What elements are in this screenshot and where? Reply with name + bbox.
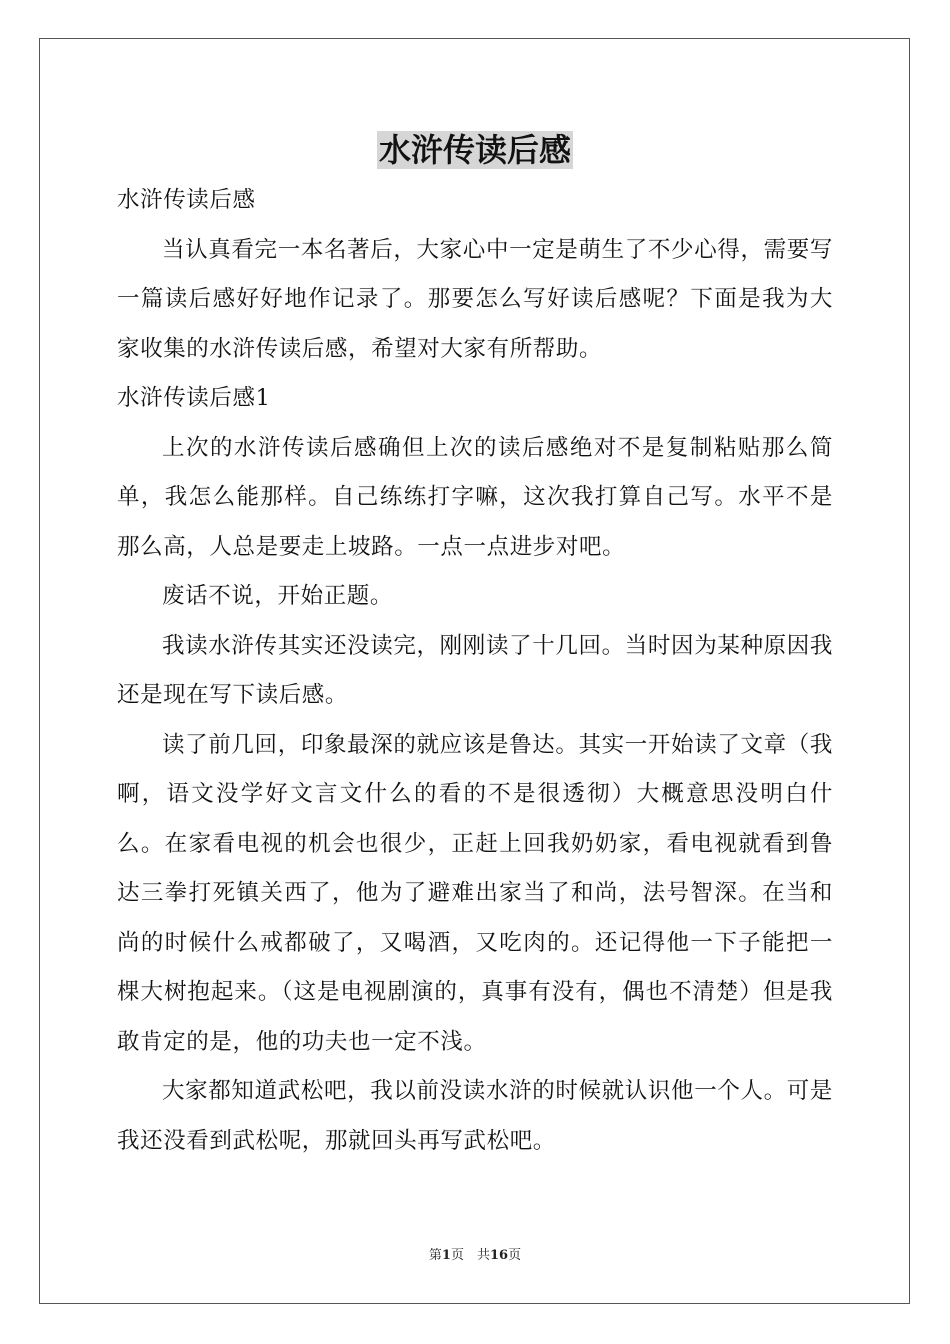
- body-paragraph: 读了前几回，印象最深的就应该是鲁达。其实一开始读了文章（我啊，语文没学好文言文什么的看的不是很透彻）大概意思没明白什么。在家看电视的机会也很少，正赶上回我奶奶家，看电视就看到鲁达三拳打死镇关西了，他为了避难出家当了和尚，法号智深。在当和尚的时候什么戒都破了，又喝酒，又吃肉的。还记得他一下子能把一棵大树抱起来。（这是电视剧演的，真事有没有，偶也不清楚）但是我敢肯定的是，他的功夫也一定不浅。: [117, 731, 833, 1055]
- body-paragraph: 当认真看完一本名著后，大家心中一定是萌生了不少心得，需要写一篇读后感好好地作记录了。那要怎么写好读后感呢？下面是我为大家收集的水浒传读后感，希望对大家有所帮助。: [117, 236, 833, 362]
- footer-suffix: 页: [508, 1248, 522, 1263]
- page-footer: [0, 1247, 950, 1265]
- document-title-text: 水浒传读后感: [378, 131, 571, 169]
- footer-mid: 页 共: [450, 1248, 490, 1263]
- body-paragraph: 我读水浒传其实还没读完，刚刚读了十几回。当时因为某种原因我还是现在写下读后感。: [117, 632, 833, 708]
- document-body: [117, 176, 833, 1166]
- body-paragraph: 上次的水浒传读后感确但上次的读后感绝对不是复制粘贴那么简单，我怎么能那样。自己练练打字嘛，这次我打算自己写。水平不是那么高，人总是要走上坡路。一点一点进步对吧。: [117, 434, 833, 560]
- section-heading: 水浒传读后感: [117, 187, 256, 213]
- section-heading: 水浒传读后感1: [117, 385, 271, 411]
- body-paragraph: 废话不说，开始正题。: [162, 583, 394, 609]
- body-paragraph: 大家都知道武松吧，我以前没读水浒的时候就认识他一个人。可是我还没看到武松呢，那就回头再写武松吧。: [117, 1078, 833, 1154]
- footer-current-page: 1: [441, 1248, 451, 1263]
- footer-prefix: 第: [428, 1248, 442, 1263]
- document-title: [0, 128, 950, 172]
- footer-total-pages: 16: [489, 1248, 509, 1263]
